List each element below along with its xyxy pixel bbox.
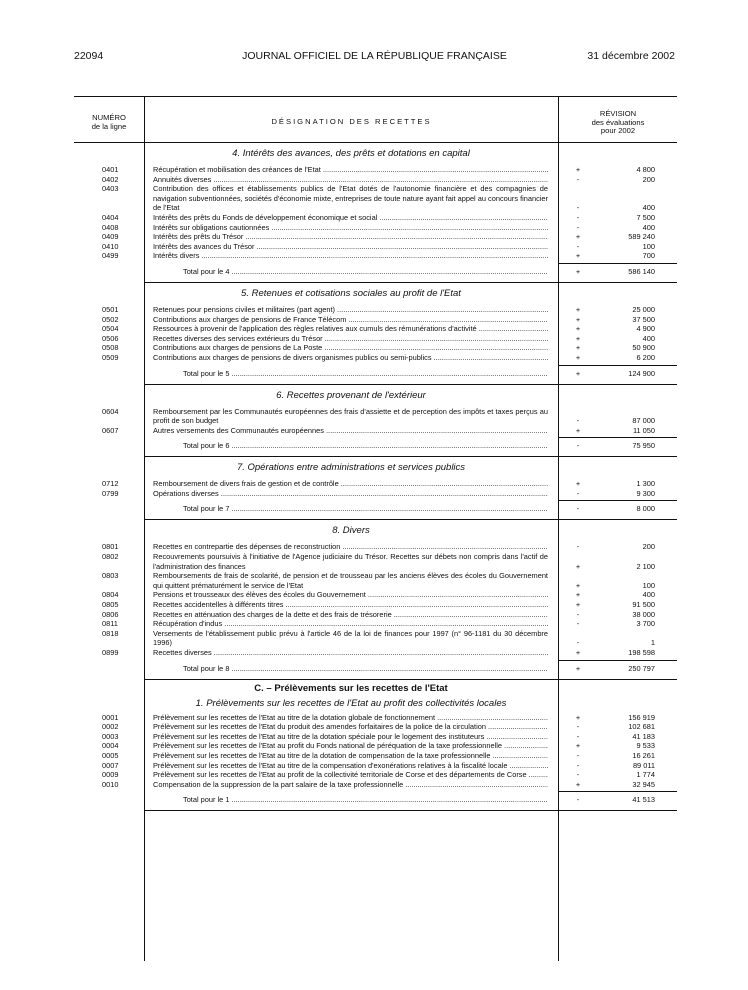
line-code: 0803: [102, 571, 119, 581]
line-label: [153, 223, 548, 233]
table-row: [74, 251, 677, 261]
line-code: 0009: [102, 770, 119, 780]
table-row: [74, 213, 677, 223]
line-code: 0502: [102, 314, 119, 324]
line-code: 0811: [102, 619, 118, 629]
amount-sign: -: [576, 760, 580, 770]
total-amount: 586 140: [628, 266, 655, 276]
line-code: 0409: [102, 232, 119, 242]
amount-sign: -: [576, 203, 580, 213]
line-label: [153, 184, 548, 213]
line-code: 0410: [102, 241, 119, 251]
line-label-text: Recettes diverses des services extérieurs du Trésor .....: [153, 334, 548, 344]
table-row: [74, 426, 677, 436]
line-label-text: Récupération d'indus .....: [153, 619, 548, 629]
line-label: [153, 713, 548, 723]
line-label: [153, 542, 548, 552]
journal-title: JOURNAL OFFICIEL DE LA RÉPUBLIQUE FRANÇAISE: [242, 50, 507, 62]
table-row: [74, 184, 677, 213]
amount-value: 16 261: [632, 750, 655, 760]
amount-value: 100: [642, 241, 655, 251]
line-label: [153, 489, 548, 499]
line-label: [153, 571, 548, 590]
line-label-text: Intérêts des avances du Trésor .....: [153, 242, 548, 252]
amount-value: 87 000: [632, 416, 655, 426]
table-row: [74, 232, 677, 242]
line-label-text: Prélèvement sur les recettes de l'Etat au titre de la dotation de compensation de la taxe professionnelle .....: [153, 751, 548, 761]
line-code: 0802: [102, 552, 119, 562]
amount-sign: -: [576, 222, 580, 232]
table-row: [74, 175, 677, 185]
table-row: [74, 343, 677, 353]
line-code: 0804: [102, 590, 119, 600]
amount-sign: -: [576, 638, 580, 648]
amount-sign: +: [575, 580, 581, 590]
section-rule: [144, 810, 677, 811]
line-label-text: Récupération et mobilisation des créances de l'Etat .....: [153, 165, 548, 175]
line-label: [153, 426, 548, 436]
amount-sign: +: [575, 425, 581, 435]
amount-value: 41 183: [632, 731, 655, 741]
table-row: [74, 489, 677, 499]
table-row: [74, 407, 677, 426]
line-label-text: Remboursement de divers frais de gestion et de contrôle .....: [153, 479, 548, 489]
table-row: [74, 305, 677, 315]
table-row: [74, 610, 677, 620]
table-row: [74, 619, 677, 629]
line-label-text: Recettes diverses .....: [153, 648, 548, 658]
line-label: [153, 479, 548, 489]
amount-value: 89 011: [632, 760, 655, 770]
amount-sign: +: [575, 779, 581, 789]
amount-value: 9 300: [636, 488, 655, 498]
line-label: [153, 600, 548, 610]
line-code: 0402: [102, 174, 119, 184]
line-label: [153, 648, 548, 658]
table-row: [74, 165, 677, 175]
amount-value: 400: [642, 333, 655, 343]
amount-value: 102 681: [628, 722, 655, 732]
page-header: [74, 50, 675, 64]
amount-sign: -: [576, 174, 580, 184]
total-sign: +: [575, 663, 581, 673]
amount-sign: +: [575, 648, 581, 657]
line-label-text: Prélèvement sur les recettes de l'Etat au titre de la dotation spéciale pour le logement des instituteurs .....: [153, 732, 548, 742]
amount-value: 6 200: [636, 352, 655, 362]
table-row: [74, 324, 677, 334]
line-label-text: Prélèvement sur les recettes de l'Etat du produit des amendes forfaitaires de la police de la circulation .....: [153, 722, 548, 732]
amount-value: 37 500: [632, 314, 655, 324]
table-body: [74, 143, 677, 811]
publication-date: 31 décembre 2002: [587, 50, 675, 62]
total-amount: 124 900: [628, 368, 655, 378]
amount-value: 400: [642, 222, 655, 232]
line-label: [153, 751, 548, 761]
table-row: [74, 741, 677, 751]
line-label-text: Recouvrements poursuivis à l'initiative de l'Agence judiciaire du Trésor. Recettes sur débets non compris dans l'actif de l'administration des finances: [153, 552, 548, 571]
total-amount: 41 513: [632, 795, 655, 805]
line-code: 0712: [102, 479, 119, 489]
table-row: [74, 722, 677, 732]
amount-value: 156 919: [628, 712, 655, 722]
header-designation: DÉSIGNATION DES RECETTES: [271, 117, 432, 126]
line-code: 0899: [102, 648, 119, 657]
amount-sign: +: [575, 251, 581, 261]
line-label: [153, 353, 548, 363]
amount-value: 32 945: [632, 779, 655, 789]
table-header: [74, 97, 677, 143]
line-label: [153, 610, 548, 620]
amount-value: 700: [642, 251, 655, 261]
line-code: 0401: [102, 165, 119, 174]
amount-value: 50 900: [632, 343, 655, 353]
amount-value: 9 533: [636, 741, 655, 751]
amount-sign: +: [575, 333, 581, 343]
line-label: [153, 552, 548, 571]
table-row: [74, 648, 677, 658]
section-rule: [144, 384, 677, 385]
line-label: [153, 407, 548, 426]
line-code: 0806: [102, 609, 119, 619]
total-amount: 8 000: [636, 504, 655, 514]
line-label-text: Recettes accidentelles à différents titres .....: [153, 600, 548, 610]
line-label: [153, 590, 548, 600]
table-row: [74, 629, 677, 648]
table-row: [74, 315, 677, 325]
line-label-text: Intérêts des prêts du Trésor .....: [153, 232, 548, 242]
line-label: [153, 324, 548, 334]
line-label-text: Compensation de la suppression de la part salaire de la taxe professionnelle .....: [153, 780, 548, 790]
total-row: [74, 789, 677, 811]
total-sign: -: [576, 504, 580, 514]
amount-value: 400: [642, 203, 655, 213]
line-label: [153, 343, 548, 353]
line-label: [153, 334, 548, 344]
total-row: [74, 658, 677, 680]
line-code: 0003: [102, 731, 119, 741]
header-numero: NUMÉRO de la ligne: [91, 113, 127, 131]
amount-sign: +: [575, 314, 581, 324]
line-code: 0805: [102, 600, 119, 610]
line-label-text: Contributions aux charges de pensions de France Télécom .....: [153, 315, 548, 325]
line-label: [153, 761, 548, 771]
total-rule: [558, 365, 677, 366]
table-row: [74, 552, 677, 571]
amount-sign: +: [575, 590, 581, 600]
section-rule: [144, 679, 677, 680]
line-label-text: Pensions et trousseaux des élèves des écoles du Gouvernement .....: [153, 590, 548, 600]
amount-value: 4 900: [636, 324, 655, 334]
line-label: [153, 305, 548, 315]
table-row: [74, 353, 677, 363]
line-label: [153, 213, 548, 223]
amount-value: 200: [642, 542, 655, 552]
line-label-text: Remboursements de frais de scolarité, de pension et de trousseau par les anciens élèves des écoles du Gouvernement qui quittent prématurément le service de l'Etat: [153, 571, 548, 590]
line-label: [153, 741, 548, 751]
page-number: 22094: [74, 50, 104, 62]
line-label-text: Recettes en contrepartie des dépenses de reconstruction .....: [153, 542, 548, 552]
total-label: Total pour le 5 .....: [183, 369, 548, 378]
line-label: [153, 732, 548, 742]
amount-sign: -: [576, 619, 580, 629]
total-label: Total pour le 1 .....: [183, 795, 548, 804]
amount-value: 100: [642, 580, 655, 590]
line-label-text: Contribution des offices et établissements publics de l'Etat dotés de l'autonomie financière et des compagnies de navigation subventionnées, sociétés d'économie mixte, entreprises de toute nature ayant fait appel au concours financier de l'Etat: [153, 184, 548, 213]
amount-value: 200: [642, 174, 655, 184]
line-code: 0818: [102, 628, 119, 638]
line-label: [153, 619, 548, 629]
amount-value: 1 774: [636, 770, 655, 780]
line-label: [153, 242, 548, 252]
line-code: 0801: [102, 542, 119, 552]
amount-sign: +: [575, 600, 581, 610]
line-code: 0799: [102, 488, 119, 498]
table-row: [74, 780, 677, 790]
total-label: Total pour le 6 .....: [183, 441, 548, 450]
amount-sign: -: [576, 488, 580, 498]
total-amount: 250 797: [628, 663, 655, 673]
amount-value: 4 800: [636, 165, 655, 174]
line-label-text: Contributions aux charges de pensions de divers organismes publics ou semi-publics .....: [153, 353, 548, 363]
amount-sign: -: [576, 212, 580, 222]
total-label: Total pour le 7 .....: [183, 504, 548, 513]
total-label: Total pour le 8 .....: [183, 664, 548, 673]
line-label-text: Ressources à provenir de l'application des règles relatives aux cumuls des rémunérations d'activité .....: [153, 324, 548, 334]
amount-sign: -: [576, 770, 580, 780]
line-code: 0404: [102, 212, 119, 222]
amount-sign: +: [575, 561, 581, 571]
amount-value: 400: [642, 590, 655, 600]
total-rule: [558, 791, 677, 792]
line-label-text: Contributions aux charges de pensions de La Poste .....: [153, 343, 548, 353]
line-label-text: Intérêts divers .....: [153, 251, 548, 261]
amount-value: 1 300: [636, 479, 655, 489]
section-rule: [144, 519, 677, 520]
total-sign: +: [575, 266, 581, 276]
section-title: 7. Opérations entre administrations et services publics: [236, 462, 466, 474]
total-rule: [558, 263, 677, 264]
line-code: 0403: [102, 184, 119, 194]
amount-value: 38 000: [632, 609, 655, 619]
line-label-text: Intérêts des prêts du Fonds de développement économique et social .....: [153, 213, 548, 223]
line-label: [153, 232, 548, 242]
section-rule: [144, 282, 677, 283]
amount-sign: -: [576, 241, 580, 251]
line-label-text: Remboursement par les Communautés européennes des frais d'assiette et de perception des impôts et taxes perçus au profit de son budget: [153, 406, 548, 426]
amount-value: 7 500: [636, 212, 655, 222]
line-label-text: Prélèvement sur les recettes de l'Etat au titre de la compensation d'exonérations relatives à la fiscalité locale .....: [153, 761, 548, 771]
total-sign: +: [575, 368, 581, 378]
table-row: [74, 334, 677, 344]
amount-value: 1: [650, 638, 655, 648]
table-row: [74, 590, 677, 600]
section-title: 6. Recettes provenant de l'extérieur: [276, 389, 426, 401]
line-code: 0004: [102, 741, 119, 751]
line-label-text: Annuités diverses .....: [153, 175, 548, 185]
amount-sign: -: [576, 416, 580, 426]
total-row: [74, 261, 677, 283]
amount-sign: +: [575, 712, 581, 722]
line-label-text: Versements de l'établissement public prévu à l'article 46 de la loi de finances pour 1997 (n° 96-1181 du 30 décembre 1996): [153, 628, 548, 648]
line-code: 0506: [102, 333, 119, 343]
line-label: [153, 175, 548, 185]
amount-value: 3 700: [636, 619, 655, 629]
total-amount: 75 950: [632, 441, 655, 451]
total-row: [74, 363, 677, 385]
section-title: 8. Divers: [332, 525, 370, 537]
line-label: [153, 251, 548, 261]
line-code: 0501: [102, 304, 119, 314]
line-code: 0604: [102, 406, 119, 416]
amount-value: 91 500: [632, 600, 655, 610]
total-label: Total pour le 4 .....: [183, 267, 548, 276]
total-row: [74, 498, 677, 520]
table-row: [74, 542, 677, 552]
line-label-text: Prélèvement sur les recettes de l'Etat au profit du Fonds national de péréquation de la taxe professionnelle .....: [153, 741, 548, 751]
line-code: 0005: [102, 750, 119, 760]
amount-sign: +: [575, 479, 581, 489]
amount-value: 11 050: [632, 425, 655, 435]
table-row: [74, 761, 677, 771]
amount-sign: +: [575, 304, 581, 314]
line-label: [153, 770, 548, 780]
line-code: 0504: [102, 324, 119, 334]
line-label-text: Intérêts sur obligations cautionnées .....: [153, 223, 548, 233]
line-label-text: Recettes en atténuation des charges de la dette et des frais de trésorerie .....: [153, 610, 548, 620]
total-sign: -: [576, 795, 580, 805]
amount-sign: -: [576, 722, 580, 732]
line-label-text: Autres versements des Communautés européennes .....: [153, 426, 548, 436]
line-label-text: Prélèvement sur les recettes de l'Etat au titre de la dotation globale de fonctionnement .....: [153, 713, 548, 723]
total-rule: [558, 500, 677, 501]
line-label: [153, 315, 548, 325]
section-title: 5. Retenues et cotisations sociales au profit de l'Etat: [241, 287, 461, 299]
line-code: 0508: [102, 343, 119, 353]
line-code: 0007: [102, 760, 119, 770]
line-label: [153, 780, 548, 790]
table-row: [74, 751, 677, 761]
table-row: [74, 242, 677, 252]
section-rule: [144, 456, 677, 457]
amount-sign: +: [575, 741, 581, 751]
total-sign: -: [576, 441, 580, 451]
amount-sign: +: [575, 343, 581, 353]
total-rule: [558, 660, 677, 661]
line-code: 0607: [102, 425, 119, 435]
line-label-text: Prélèvement sur les recettes de l'Etat au profit de la collectivité territoriale de Corse et des départements de Corse .....: [153, 770, 548, 780]
amount-sign: +: [575, 165, 581, 174]
line-code: 0408: [102, 222, 119, 232]
line-label-text: Retenues pour pensions civiles et militaires (part agent) .....: [153, 305, 548, 315]
amount-sign: -: [576, 609, 580, 619]
line-code: 0002: [102, 722, 119, 732]
table-row: [74, 571, 677, 590]
line-label: [153, 629, 548, 648]
table-row: [74, 713, 677, 723]
part-title: C. – Prélèvements sur les recettes de l'Etat: [254, 682, 448, 694]
amount-sign: -: [576, 750, 580, 760]
line-label: [153, 165, 548, 175]
header-revision: RÉVISION des évaluations pour 2002: [591, 109, 645, 135]
table-row: [74, 600, 677, 610]
table-row: [74, 770, 677, 780]
line-code: 0001: [102, 712, 119, 722]
section-title: 1. Prélèvements sur les recettes de l'Etat au profit des collectivités locales: [195, 697, 507, 709]
budget-table: [74, 96, 677, 961]
amount-sign: -: [576, 542, 580, 552]
amount-sign: -: [576, 731, 580, 741]
amount-sign: +: [575, 352, 581, 362]
amount-value: 198 598: [628, 648, 655, 657]
amount-sign: +: [575, 232, 581, 242]
section-title: 4. Intérêts des avances, des prêts et dotations en capital: [232, 148, 470, 159]
table-row: [74, 732, 677, 742]
line-code: 0509: [102, 352, 119, 362]
line-code: 0010: [102, 779, 119, 789]
total-row: [74, 435, 677, 457]
table-row: [74, 223, 677, 233]
line-code: 0499: [102, 251, 119, 261]
line-label-text: Opérations diverses .....: [153, 489, 548, 499]
total-rule: [558, 437, 677, 438]
amount-value: 589 240: [628, 232, 655, 242]
table-row: [74, 479, 677, 489]
line-label: [153, 722, 548, 732]
amount-value: 25 000: [632, 304, 655, 314]
amount-value: 2 100: [636, 561, 655, 571]
amount-sign: +: [575, 324, 581, 334]
